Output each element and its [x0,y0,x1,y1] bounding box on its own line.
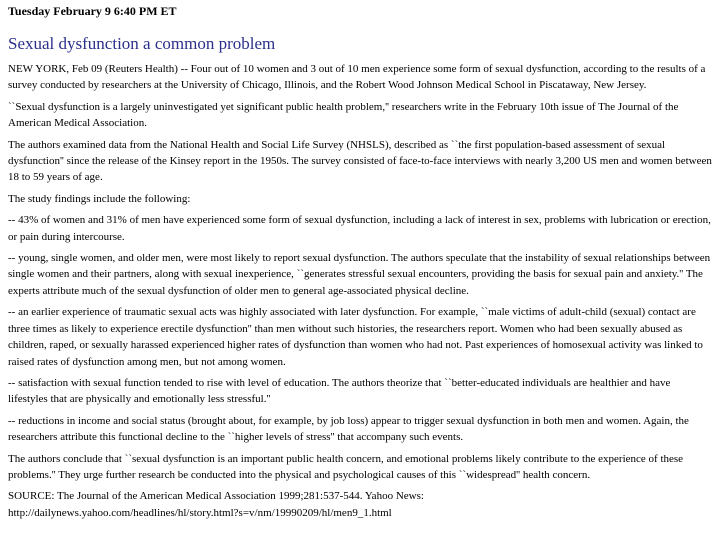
dateline: Tuesday February 9 6:40 PM ET [8,4,177,18]
paragraph-intro: NEW YORK, Feb 09 (Reuters Health) -- Four out of 10 women and 3 out of 10 men experience some form of sexual dysfunction, according to the results of a survey conducted by researchers at the University of Chicago, Illinois, and the Robert Wood Johnson Medical School in Piscataway, New Jersey. [8,63,706,92]
paragraph-finding-education: -- satisfaction with sexual function tended to rise with level of education. The authors theorize that ``better-educated individuals are healthier and have lifestyles that are physically and emotionally less stressful.'' [8,376,671,406]
source-url[interactable]: http://dailynews.yahoo.com/headlines/hl/story.html?s=v/nm/19990209/hl/men9_1.html [8,506,392,519]
paragraph-survey: The authors examined data from the National Health and Social Life Survey (NHSLS), described as ``the first population-based assessment of sexual dysfunction'' since the release of the Kinsey report in the 1950s. The survey consisted of face-to-face interviews with nearly 3,200 US men and women between 18 to 59 years of age. [8,138,712,184]
headline: Sexual dysfunction a common problem [8,34,276,53]
paragraph-conclusion: The authors conclude that ``sexual dysfunction is an important public health concern, and emotional problems likely contribute to the experience of these problems.'' They urge further research be conducted into the physical and psychological causes of this ``widespread'' health concern. [8,452,684,481]
paragraph-findings-intro: The study findings include the following: [8,192,191,205]
paragraph-finding-prevalence: -- 43% of women and 31% of men have experienced some form of sexual dysfunction, including a lack of interest in sex, problems with lubrication or erection, or pain during intercourse. [8,214,711,243]
paragraph-quote: ``Sexual dysfunction is a largely uninvestigated yet significant public health problem,'' researchers write in the February 10th issue of The Journal of the American Medical Association. [8,100,679,130]
paragraph-finding-income: -- reductions in income and social status (brought about, for example, by job loss) appear to trigger sexual dysfunction in both men and women. Again, the researchers attribute this functional decline to the ``higher levels of stress'' that accompany such events. [8,414,689,444]
paragraph-finding-trauma: -- an earlier experience of traumatic sexual acts was highly associated with later dysfunction. For example, ``male victims of adult-child (sexual) contact are three times as likely to experience erectile dysfunction'' than men without such histories, the researchers report. Women who had been sexually abused as children, raped, or sexually harassed experienced higher rates of dysfunction than women who had not. Past experiences of homosexual activity was linked to raised rates of dysfunction among men, but not among women. [8,306,703,368]
source-citation [8,488,712,521]
source-journal: SOURCE: The Journal of the American Medical Association 1999;281:537-544. Yahoo News: [8,490,424,503]
paragraph-finding-demographics: -- young, single women, and older men, were most likely to report sexual dysfunction. The authors speculate that the instability of sexual relationships between single women and their partners, along with sexual inexperience, ``generates stressful sexual encounters, providing the basis for sexual pain and anxiety.'' The experts attribute much of the sexual dysfunction of older men to general age-associated physical decline. [8,252,711,297]
